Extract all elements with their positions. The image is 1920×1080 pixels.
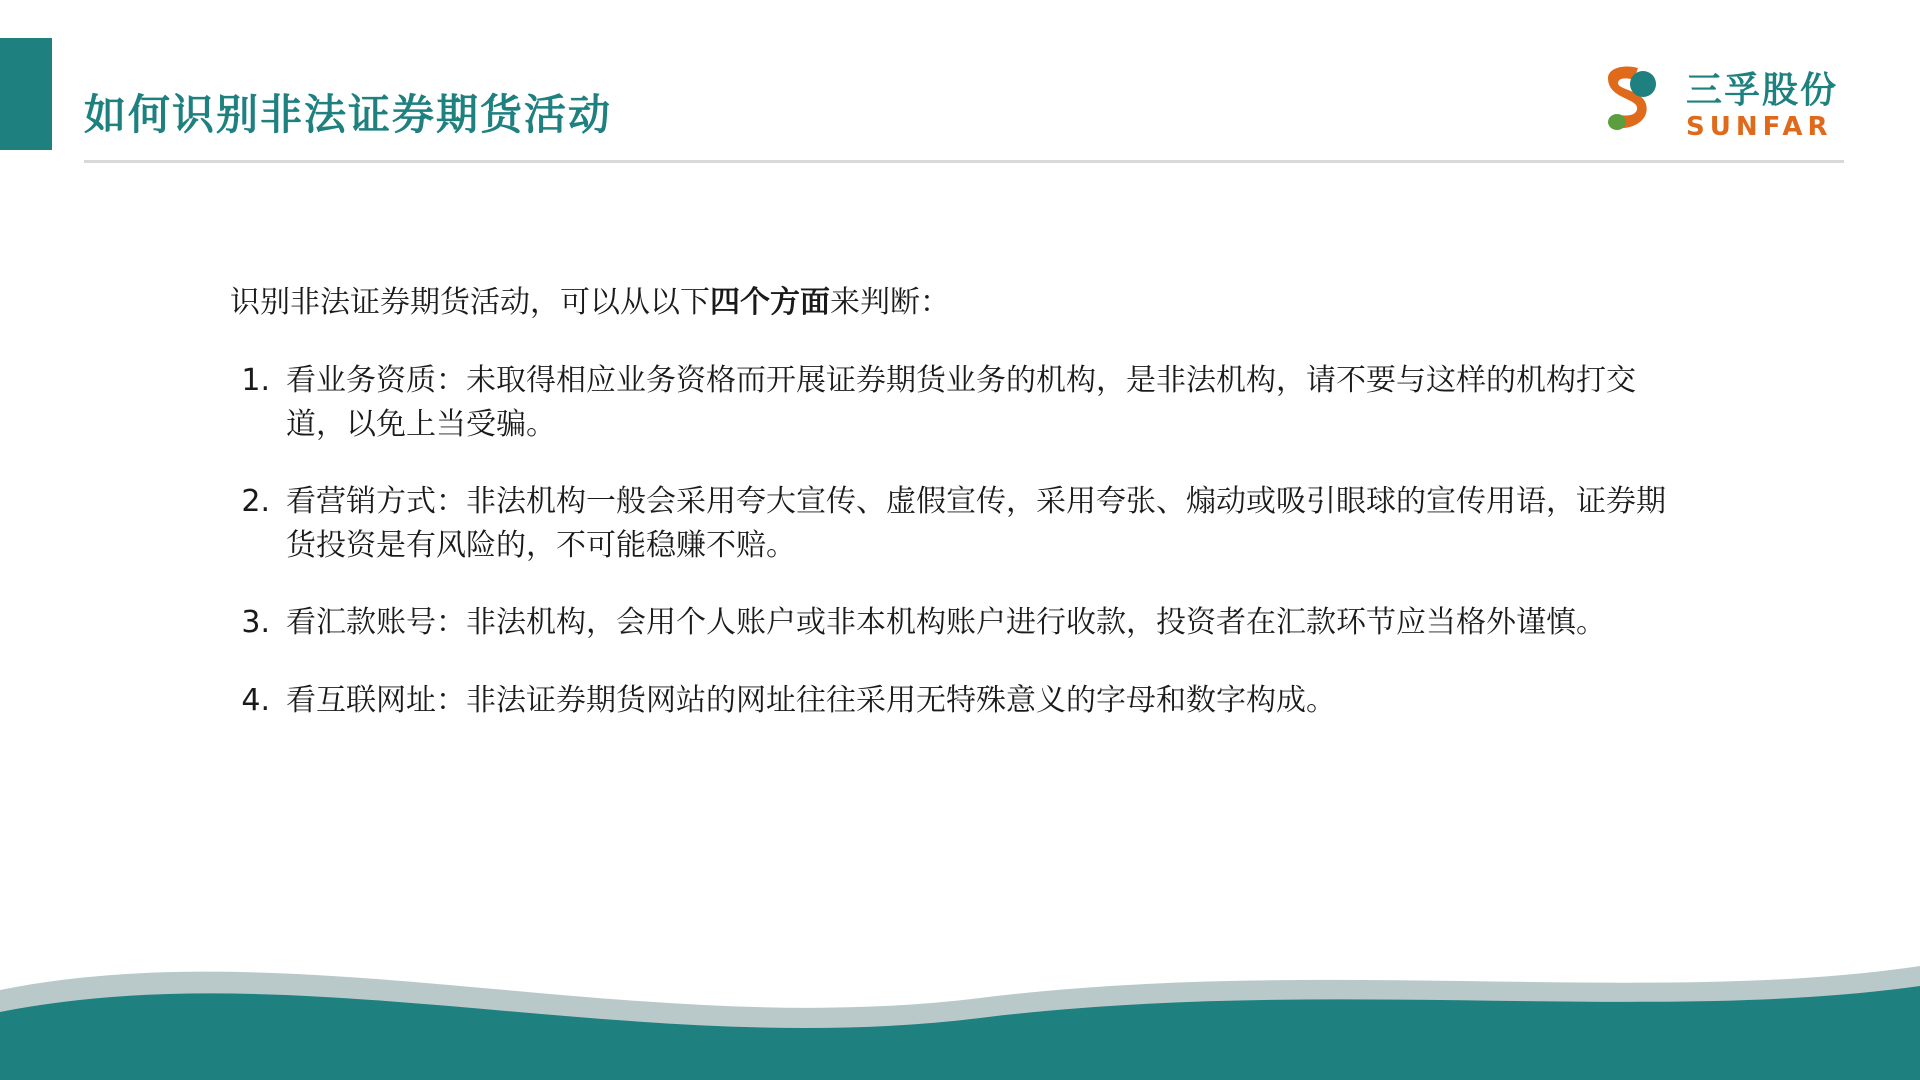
list-item-text: 看汇款账号：非法机构，会用个人账户或非本机构账户进行收款，投资者在汇款环节应当格外谨慎。 [286, 605, 1606, 640]
list-item [230, 601, 1690, 645]
header-accent-shadow [52, 54, 64, 164]
numbered-list [230, 359, 1690, 722]
list-item-text: 看营销方式：非法机构一般会采用夸大宣传、虚假宣传，采用夸张、煽动或吸引眼球的宣传用语，证券期货投资是有风险的，不可能稳赚不赔。 [286, 484, 1666, 563]
list-item-number: 4. [241, 682, 270, 718]
list-item [230, 480, 1690, 567]
list-item-number: 3. [241, 605, 270, 640]
intro-emphasis: 四个方面 [710, 285, 830, 320]
list-item-text: 看互联网址：非法证券期货网站的网址往往采用无特殊意义的字母和数字构成。 [286, 682, 1336, 718]
company-logo [1594, 60, 1854, 160]
slide-body [230, 280, 1690, 756]
intro-prefix: 识别非法证券期货活动，可以从以下 [230, 285, 710, 320]
list-item [230, 679, 1690, 723]
intro-suffix: 来判断： [830, 285, 950, 320]
list-item [230, 359, 1690, 446]
intro-paragraph [230, 280, 1690, 325]
sunfar-s-mark-icon [1594, 62, 1674, 138]
list-item-number: 2. [241, 484, 270, 519]
header-accent-bar [0, 38, 52, 150]
page-title: 如何识别非法证券期货活动 [84, 90, 613, 139]
list-item-number: 1. [241, 363, 270, 398]
logo-chinese-name: 三孚股份 [1686, 70, 1839, 111]
logo-english-name: SUNFAR [1686, 112, 1833, 142]
slide-header [0, 0, 1920, 180]
title-divider [84, 160, 1844, 163]
footer-wave-decoration [0, 920, 1920, 1080]
list-item-text: 看业务资质：未取得相应业务资格而开展证券期货业务的机构，是非法机构，请不要与这样的机构打交道，以免上当受骗。 [286, 363, 1636, 442]
